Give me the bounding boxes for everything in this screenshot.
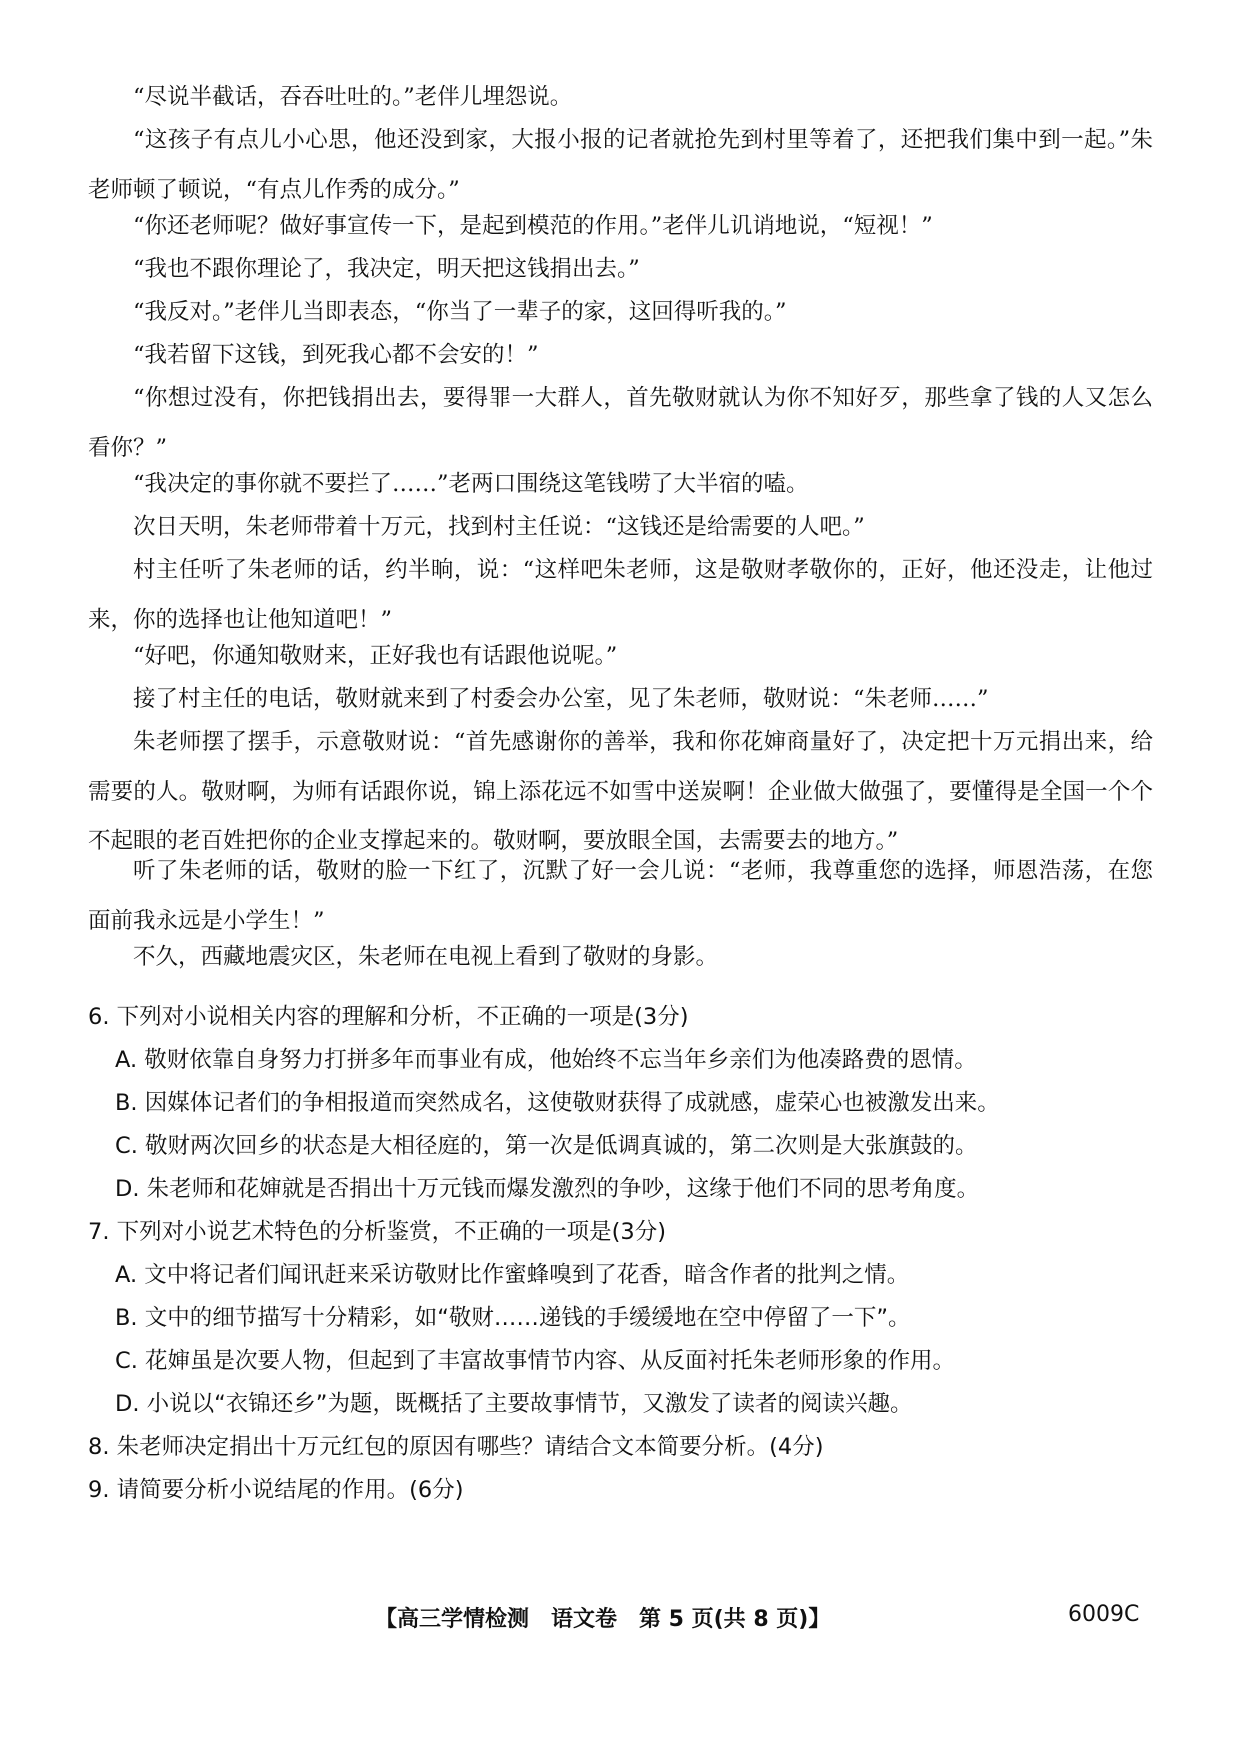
footer-title: 【高三学情检测 语文卷 第 5 页(共 8 页)】	[375, 1607, 831, 1632]
question-7-option-c: C. 花婶虽是次要人物，但起到了丰富故事情节内容、从反面衬托朱老师形象的作用。	[115, 1348, 956, 1374]
story-paragraph: 村主任听了朱老师的话，约半晌，说：“这样吧朱老师，这是敬财孝敬你的，正好，他还没走，让他过来，你的选择也让他知道吧！”	[88, 557, 1153, 633]
story-paragraph: “这孩子有点儿小心思，他还没到家，大报小报的记者就抢先到村里等着了，还把我们集中到一起。”朱老师顿了顿说，“有点儿作秀的成分。”	[88, 127, 1153, 203]
question-7-option-a: A. 文中将记者们闻讯赶来采访敬财比作蜜蜂嗅到了花香，暗含作者的批判之情。	[115, 1262, 910, 1288]
page-footer	[0, 1602, 1241, 1642]
story-paragraph: “你想过没有，你把钱捐出去，要得罪一大群人，首先敬财就认为你不知好歹，那些拿了钱的人又怎么看你？”	[88, 385, 1153, 461]
story-paragraph: “我决定的事你就不要拦了……”老两口围绕这笔钱唠了大半宿的嗑。	[133, 471, 809, 497]
story-paragraph: 次日天明，朱老师带着十万元，找到村主任说：“这钱还是给需要的人吧。”	[133, 514, 865, 540]
question-6-stem: 6. 下列对小说相关内容的理解和分析，不正确的一项是(3分)	[88, 1004, 689, 1030]
question-8: 8. 朱老师决定捐出十万元红包的原因有哪些？请结合文本简要分析。(4分)	[88, 1434, 824, 1460]
story-paragraph: “我若留下这钱，到死我心都不会安的！”	[133, 342, 539, 368]
story-paragraph: “尽说半截话，吞吞吐吐的。”老伴儿埋怨说。	[133, 84, 573, 110]
question-9: 9. 请简要分析小说结尾的作用。(6分)	[88, 1477, 464, 1503]
question-6-option-b: B. 因媒体记者们的争相报道而突然成名，这使敬财获得了成就感，虚荣心也被激发出来。	[115, 1090, 1000, 1116]
question-7-option-b: B. 文中的细节描写十分精彩，如“敬财……递钱的手缓缓地在空中停留了一下”。	[115, 1305, 911, 1331]
story-paragraph: “你还老师呢？做好事宣传一下，是起到模范的作用。”老伴儿讥诮地说，“短视！”	[133, 213, 933, 239]
story-paragraph: 不久，西藏地震灾区，朱老师在电视上看到了敬财的身影。	[133, 944, 719, 970]
story-paragraph: 朱老师摆了摆手，示意敬财说：“首先感谢你的善举，我和你花婶商量好了，决定把十万元捐出来，给需要的人。敬财啊，为师有话跟你说，锦上添花远不如雪中送炭啊！企业做大做强了，要懂得是全国一个个不起眼的老百姓把你的企业支撑起来的。敬财啊，要放眼全国，去需要去的地方。”	[88, 729, 1153, 854]
question-7-stem: 7. 下列对小说艺术特色的分析鉴赏，不正确的一项是(3分)	[88, 1219, 666, 1245]
story-paragraph: 接了村主任的电话，敬财就来到了村委会办公室，见了朱老师，敬财说：“朱老师……”	[133, 686, 989, 712]
story-paragraph: “我也不跟你理论了，我决定，明天把这钱捐出去。”	[133, 256, 640, 282]
question-6-option-c: C. 敬财两次回乡的状态是大相径庭的，第一次是低调真诚的，第二次则是大张旗鼓的。	[115, 1133, 978, 1159]
question-6-option-a: A. 敬财依靠自身努力打拼多年而事业有成，他始终不忘当年乡亲们为他凑路费的恩情。	[115, 1047, 977, 1073]
question-7-option-d: D. 小说以“衣锦还乡”为题，既概括了主要故事情节，又激发了读者的阅读兴趣。	[115, 1391, 913, 1417]
story-paragraph: 听了朱老师的话，敬财的脸一下红了，沉默了好一会儿说：“老师，我尊重您的选择，师恩浩荡，在您面前我永远是小学生！”	[88, 858, 1153, 934]
story-paragraph: “我反对。”老伴儿当即表态，“你当了一辈子的家，这回得听我的。”	[133, 299, 787, 325]
footer-code: 6009C	[1068, 1602, 1140, 1627]
story-paragraph: “好吧，你通知敬财来，正好我也有话跟他说呢。”	[133, 643, 618, 669]
question-6-option-d: D. 朱老师和花婶就是否捐出十万元钱而爆发激烈的争吵，这缘于他们不同的思考角度。	[115, 1176, 980, 1202]
